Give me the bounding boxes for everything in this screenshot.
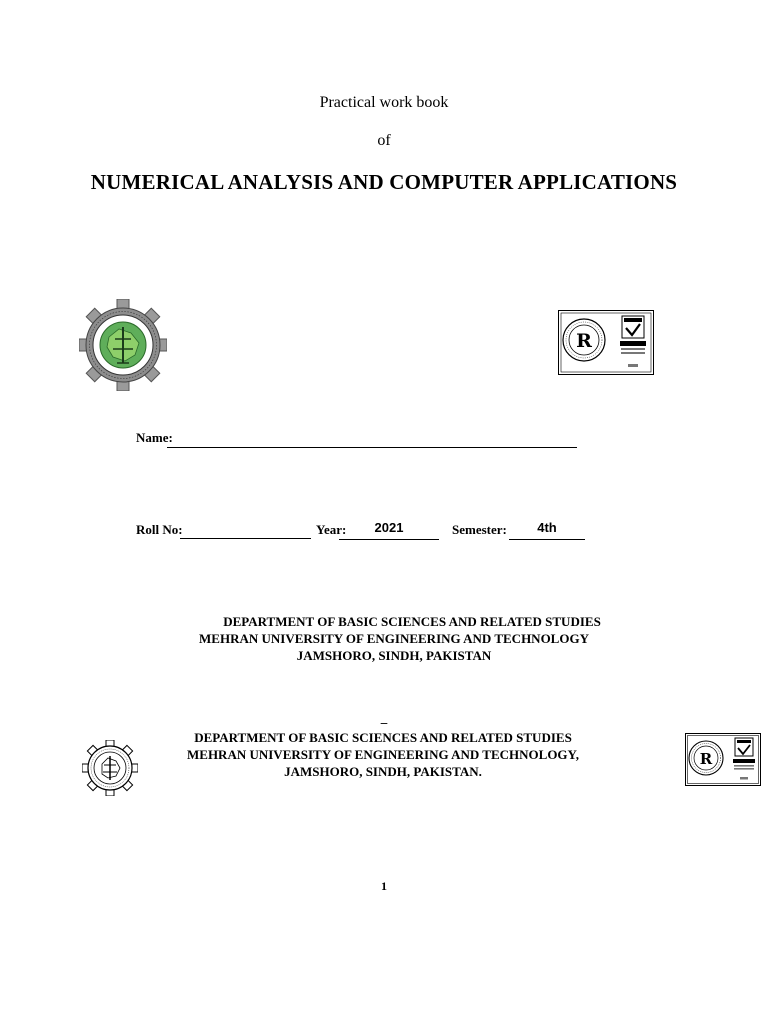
workbook-subtitle: Practical work book	[319, 94, 449, 111]
department-block	[150, 613, 638, 664]
university-location: JAMSHORO, SINDH, PAKISTAN	[296, 648, 492, 663]
iso-uras-certification-icon	[685, 733, 761, 786]
university-gear-seal-icon	[79, 299, 167, 391]
footer-block	[140, 729, 626, 780]
university-name: MEHRAN UNIVERSITY OF ENGINEERING AND TECHNOLOGY	[199, 631, 589, 646]
svg-text:R: R	[699, 750, 713, 768]
department-name: DEPARTMENT OF BASIC SCIENCES AND RELATED STUDIES	[223, 614, 601, 629]
footer-university-location: JAMSHORO, SINDH, PAKISTAN.	[284, 764, 482, 779]
page-title: NUMERICAL ANALYSIS AND COMPUTER APPLICATIONS	[90, 170, 678, 194]
roll-no-label: Roll No:	[136, 522, 183, 537]
footer-department-name: DEPARTMENT OF BASIC SCIENCES AND RELATED STUDIES	[194, 730, 572, 745]
name-field[interactable]	[167, 434, 577, 448]
semester-field[interactable]: 4th	[509, 520, 585, 540]
year-label: Year:	[316, 522, 347, 537]
footer-university-name: MEHRAN UNIVERSITY OF ENGINEERING AND TECHNOLOGY,	[187, 747, 579, 762]
university-gear-seal-icon	[82, 740, 138, 796]
roll-no-field[interactable]	[180, 525, 311, 539]
svg-text:R: R	[576, 330, 592, 352]
semester-label: Semester:	[452, 522, 507, 537]
footer-separator: _	[380, 710, 388, 725]
page-number: 1	[381, 879, 387, 893]
workbook-of: of	[377, 132, 391, 149]
year-field[interactable]: 2021	[339, 520, 439, 540]
iso-uras-certification-icon	[558, 310, 654, 375]
name-label: Name:	[136, 430, 173, 445]
